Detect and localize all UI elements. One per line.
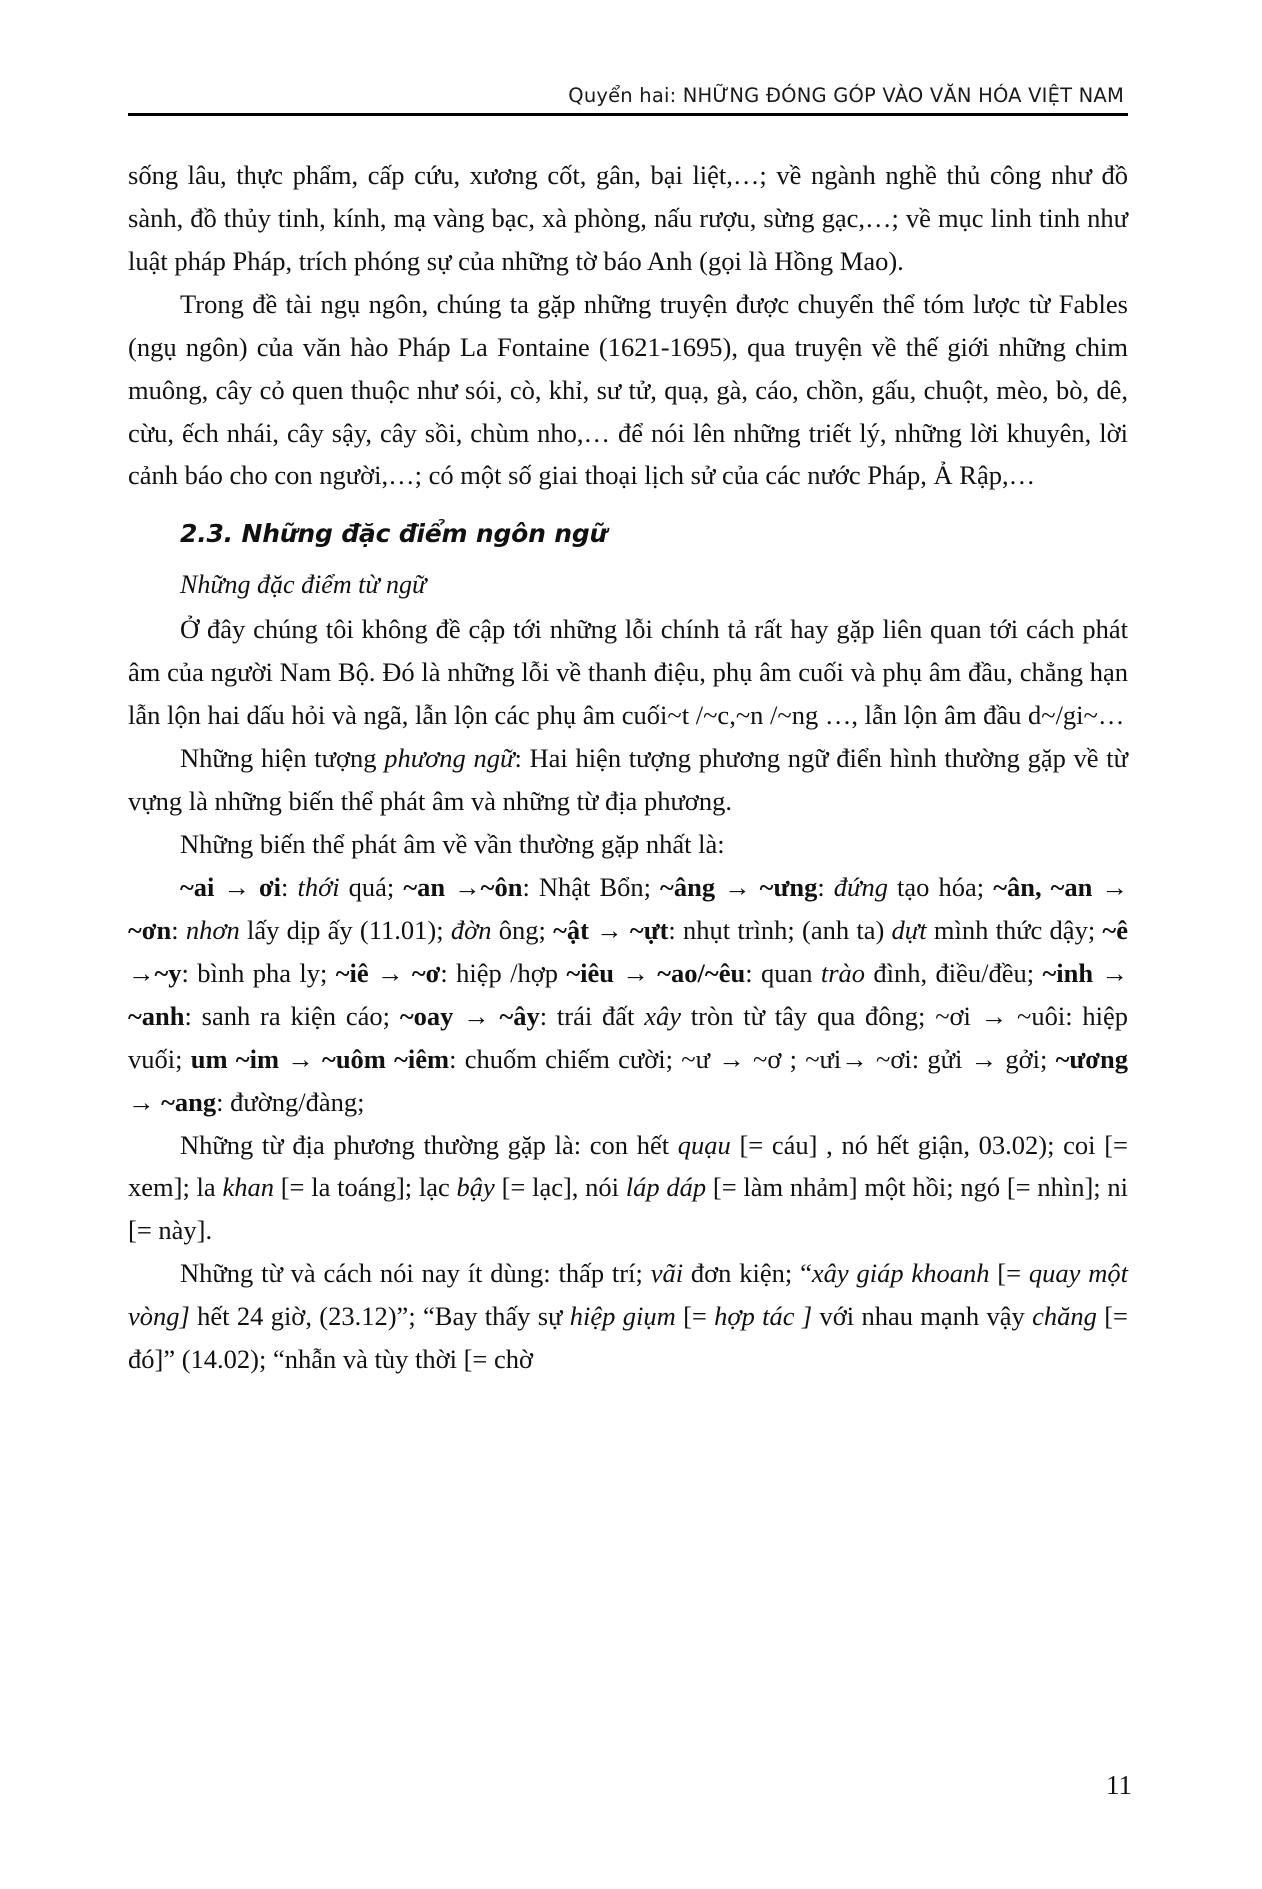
example-9-bold: ~iê → ~ơ <box>335 957 441 988</box>
page-number: 11 <box>1106 1770 1132 1800</box>
example-4-bold: ~ân, ~an → ~ơn <box>128 872 1128 945</box>
paragraph-6-italic-4: láp dáp <box>625 1172 707 1203</box>
example-7-rest: mình thức dậy; <box>926 914 1103 945</box>
paragraph-7-mid-6: [= đó]” (14.02); “nhẫn và tùy thời [= chờ <box>128 1301 1128 1375</box>
paragraph-4 <box>128 737 1128 823</box>
paragraph-examples <box>128 866 1128 1124</box>
page-content <box>128 84 1128 1381</box>
example-15-plain: ~ư → ~ơ ; ~ưi→ ~ơi <box>681 1043 912 1074</box>
section-heading-2-3: 2.3. Những đặc điểm ngôn ngữ <box>180 519 608 549</box>
example-6-rest: : nhụt trình; (anh ta) <box>668 914 892 945</box>
paragraph-7-italic-6: chăng <box>1032 1301 1097 1332</box>
example-3-bold: ~âng → ~ưng <box>660 872 818 903</box>
paragraph-7-mid-5: với nhau mạnh vậy <box>812 1301 1033 1332</box>
example-5-rest: ông; <box>491 914 554 945</box>
example-3-italic: đứng <box>833 872 888 903</box>
subheading-tu-ngu: Những đặc điểm từ ngữ <box>180 570 427 600</box>
example-12-italic: xây <box>644 1000 681 1031</box>
paragraph-4-italic: phương ngữ <box>384 743 515 774</box>
example-4-rest: lấy dịp ấy (11.01); <box>239 914 451 945</box>
running-header: Quyển hai: NHỮNG ĐÓNG GÓP VÀO VĂN HÓA VIỆT NAM <box>568 84 1124 107</box>
paragraph-4-post: : Hai hiện tượng phương ngữ điển hình thường gặp về từ vựng là những biến thể phát âm và những từ địa phương. <box>128 743 1128 817</box>
paragraph-6-italic-1: quạu <box>677 1129 731 1160</box>
paragraph-7-mid-3: hết 24 giờ, (23.12)”; “Bay thấy sự <box>189 1301 570 1332</box>
paragraph-6-italic-3: bậy <box>456 1172 495 1203</box>
paragraph-7-mid-2: [= <box>989 1258 1029 1289</box>
example-1-bold: ~ai → ơi <box>180 872 282 903</box>
paragraph-6-italic-2: khan <box>222 1172 274 1203</box>
example-15-rest: : gửi → gởi; <box>911 1043 1056 1074</box>
example-7-italic: dựt <box>891 914 927 945</box>
paragraph-4-pre: Những hiện tượng <box>180 743 385 774</box>
paragraph-1: sống lâu, thực phẩm, cấp cứu, xương cốt, gân, bại liệt,…; về ngành nghề thủ công như đồ sành, đồ thủy tinh, kính, mạ vàng bạc, xà phòng, nấu rượu, sừng gạc,…; về mục linh tinh như luật pháp Pháp, trích phóng sự của những tờ báo Anh (gọi là Hồng Mao). <box>128 160 1128 276</box>
example-8-bold: ~ê →~y <box>128 914 1128 988</box>
body-text <box>128 154 1128 1381</box>
paragraph-7-italic-5: hợp tác ] <box>714 1301 813 1332</box>
example-9-rest: : hiệp /hợp <box>440 957 567 988</box>
paragraph-5: Những biến thể phát âm về vần thường gặp nhất là: <box>180 829 725 860</box>
example-1-rest: quá; <box>339 872 404 903</box>
example-10-bold: ~iêu → ~ao/~êu <box>566 957 746 988</box>
example-12-rest: : trái đất <box>539 1000 645 1031</box>
example-8-rest: : bình pha ly; <box>181 957 336 988</box>
paragraph-6-mid-4: [= làm nhảm] một hồi; ngó [= nhìn]; ni [= này]. <box>128 1172 1128 1246</box>
example-6-bold: ~ật → ~ựt <box>553 914 669 945</box>
example-3-colon: : <box>817 872 834 903</box>
paragraph-7-mid-1: đơn kiện; “ <box>683 1258 812 1289</box>
example-10-rest2: đình, điều/đều; <box>865 957 1043 988</box>
example-11-rest: : sanh ra kiện cáo; <box>184 1000 400 1031</box>
paragraph-6-mid-1: [= cáu] , nó hết giận, 03.02); coi [= xem]; la <box>128 1129 1128 1203</box>
paragraph-3: Ở đây chúng tôi không đề cập tới những lỗi chính tả rất hay gặp liên quan tới cách phát âm của người Nam Bộ. Đó là những lỗi về thanh điệu, phụ âm cuối và phụ âm đầu, chẳng hạn lẫn lộn hai dấu hỏi và ngã, lẫn lộn các phụ âm cuối~t /~c,~n /~ng …, lẫn lộn âm đầu d~/gi~… <box>128 614 1128 731</box>
paragraph-7-italic-2: xây giáp khoanh <box>811 1258 990 1289</box>
paragraph-6-pre: Những từ địa phương thường gặp là: con hết <box>180 1129 678 1160</box>
example-11-bold: ~inh → ~anh <box>128 957 1129 1031</box>
example-2-rest: : Nhật Bổn; <box>522 872 661 903</box>
paragraph-7-pre: Những từ và cách nói nay ít dùng: thấp trí; <box>180 1258 651 1289</box>
example-3-rest: tạo hóa; <box>888 872 994 903</box>
example-10-italic: trào <box>820 957 866 988</box>
paragraph-2: Trong đề tài ngụ ngôn, chúng ta gặp những truyện được chuyển thể tóm lược từ Fables (ngụ ngôn) của văn hào Pháp La Fontaine (1621-1695), qua truyện về thế giới những chim muông, cây cỏ quen thuộc như sói, cò, khỉ, sư tử, quạ, gà, cáo, chồn, gấu, chuột, mèo, bò, dê, cừu, ếch nhái, cây sậy, cây sồi, chùm nho,… để nói lên những triết lý, những lời khuyên, lời cảnh báo cho con người,…; có một số giai thoại lịch sử của các nước Pháp, Ả Rập,… <box>128 288 1128 491</box>
paragraph-6 <box>128 1124 1128 1253</box>
example-14-rest: : chuốm chiếm cười; <box>449 1043 682 1074</box>
paragraph-6-mid-2: [= la toáng]; lạc <box>273 1172 457 1203</box>
paragraph-7-italic-4: hiệp giụm <box>569 1301 676 1332</box>
example-13-rest: : hiệp vuối; <box>128 1000 1128 1074</box>
example-4-colon: : <box>171 914 186 945</box>
example-10-rest: : quan <box>745 957 821 988</box>
example-2-bold: ~an →~ôn <box>403 872 523 903</box>
header-divider <box>128 113 1128 116</box>
example-5-italic: đờn <box>450 914 492 945</box>
example-12-rest2: tròn từ tây qua đông; <box>680 1000 936 1031</box>
example-1-italic: thới <box>297 872 340 903</box>
example-14-bold: um ~im → ~uôm ~iêm <box>190 1043 450 1074</box>
paragraph-7-italic-1: vãi <box>650 1258 684 1289</box>
example-13-plain: ~ơi → ~uôi <box>935 1000 1066 1031</box>
example-12-bold: ~oay → ~ây <box>399 1000 540 1031</box>
example-16-bold: ~ương → ~ang <box>128 1043 1128 1117</box>
example-1-colon: : <box>281 872 298 903</box>
example-4-italic: nhơn <box>185 914 240 945</box>
paragraph-7-italic-3: quay một vòng] <box>128 1258 1129 1332</box>
paragraph-7-mid-4: [= <box>675 1301 715 1332</box>
paragraph-7 <box>128 1252 1128 1381</box>
example-16-rest: : đường/đàng; <box>216 1086 365 1117</box>
paragraph-6-mid-3: [= lạc], nói <box>494 1172 626 1203</box>
